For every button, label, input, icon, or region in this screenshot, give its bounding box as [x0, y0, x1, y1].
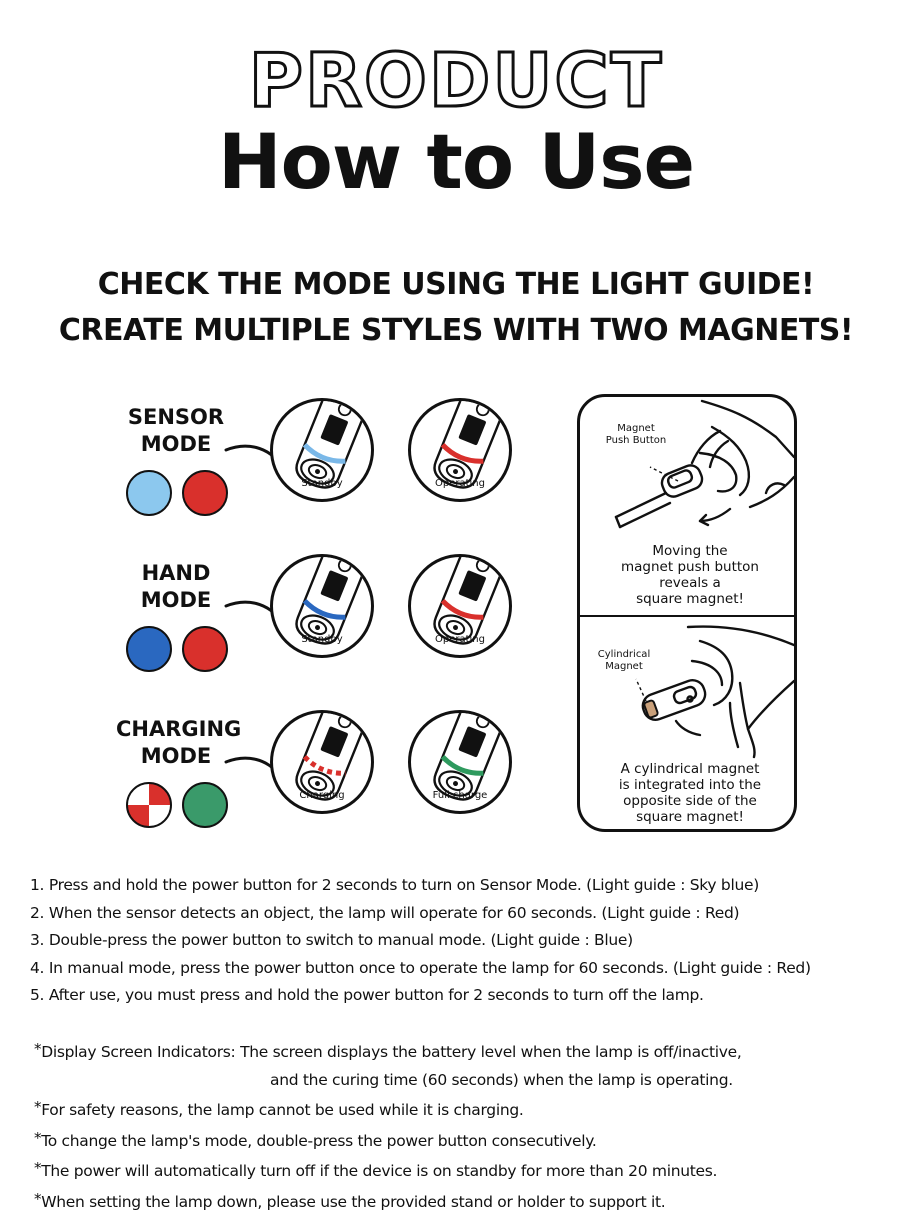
lamp-state-illustration [270, 710, 374, 814]
asterisk: * [34, 1189, 42, 1208]
lamp-state-illustration [408, 398, 512, 502]
note-item [34, 1186, 904, 1212]
notes-list [34, 1036, 904, 1212]
mode-label-line: MODE [140, 588, 212, 612]
state-caption: Operating [435, 634, 485, 645]
note-item [34, 1125, 904, 1156]
note-item-continued [34, 1067, 904, 1095]
magnet-panel [577, 394, 797, 832]
mode-label-line: HAND [141, 561, 211, 585]
mode-label-line: SENSOR [127, 405, 225, 429]
magnet-push-description [590, 543, 790, 607]
text-line: Moving the [652, 543, 728, 559]
mode-label-line: MODE [140, 432, 212, 456]
state-caption: Operating [435, 478, 485, 489]
mode-label-line: MODE [140, 744, 212, 768]
text-line: reveals a [659, 575, 721, 591]
cylindrical-magnet-description [590, 761, 790, 825]
text-line: square magnet! [636, 591, 744, 607]
lamp-state-illustration [408, 710, 512, 814]
note-text: For safety reasons, the lamp cannot be used while it is charging. [41, 1101, 524, 1119]
note-item [34, 1094, 904, 1125]
note-text: The power will automatically turn off if the device is on standby for more than 20 minutes. [41, 1162, 718, 1180]
text-line: A cylindrical magnet [620, 761, 760, 777]
note-text: and the curing time (60 seconds) when the lamp is operating. [270, 1070, 733, 1089]
state-caption: Standby [301, 634, 343, 645]
light-color-dot [126, 470, 172, 516]
mode-label-line: CHARGING [116, 717, 242, 741]
asterisk: * [34, 1159, 42, 1177]
label-line: Push Button [605, 435, 667, 446]
note-item [34, 1155, 904, 1186]
light-color-dot [126, 626, 172, 672]
lamp-state-illustration [270, 554, 374, 658]
light-color-dot [126, 782, 172, 828]
instruction-item: 1. Press and hold the power button for 2 seconds to turn on Sensor Mode. (Light guide : Sky blue) [30, 876, 759, 894]
asterisk: * [34, 1128, 42, 1147]
mode-label [116, 716, 242, 770]
lamp-state-illustration [270, 398, 374, 502]
instruction-list [30, 872, 910, 1010]
subtitle-magnets: CREATE MULTIPLE STYLES WITH TWO MAGNETS! [58, 313, 854, 348]
state-caption: Full charge [432, 790, 488, 801]
subtitle-light-guide: CHECK THE MODE USING THE LIGHT GUIDE! [97, 267, 815, 302]
mode-label [116, 560, 236, 614]
title-product: PRODUCT [248, 38, 664, 124]
note-item [34, 1036, 904, 1067]
state-caption: Standby [301, 478, 343, 489]
note-text: To change the lamp's mode, double-press the power button consecutively. [41, 1131, 597, 1150]
asterisk: * [34, 1098, 42, 1116]
note-text: Display Screen Indicators: The screen displays the battery level when the lamp is off/inactive, [41, 1043, 742, 1061]
instruction-item: 5. After use, you must press and hold the power button for 2 seconds to turn off the lamp. [30, 986, 704, 1004]
note-text: When setting the lamp down, please use the provided stand or holder to support it. [41, 1192, 666, 1211]
lamp-state-illustration [408, 554, 512, 658]
state-caption: Charging [299, 790, 345, 801]
label-line: Magnet [617, 423, 655, 434]
instruction-item: 3. Double-press the power button to switch to manual mode. (Light guide : Blue) [30, 931, 633, 949]
text-line: opposite side of the [623, 793, 757, 809]
magnet-push-button-label [596, 423, 676, 447]
text-line: square magnet! [636, 809, 744, 825]
instruction-item: 2. When the sensor detects an object, the lamp will operate for 60 seconds. (Light guide : Red) [30, 903, 740, 922]
cylindrical-magnet-label [584, 649, 664, 673]
asterisk: * [34, 1040, 42, 1058]
mode-label [116, 404, 236, 458]
instruction-item: 4. In manual mode, press the power button once to operate the lamp for 60 seconds. (Light guide : Red) [30, 958, 811, 977]
text-line: magnet push button [621, 559, 759, 575]
label-line: Magnet [605, 661, 643, 672]
text-line: is integrated into the [618, 777, 762, 793]
page-title: How to Use [218, 117, 694, 206]
label-line: Cylindrical [597, 649, 651, 660]
